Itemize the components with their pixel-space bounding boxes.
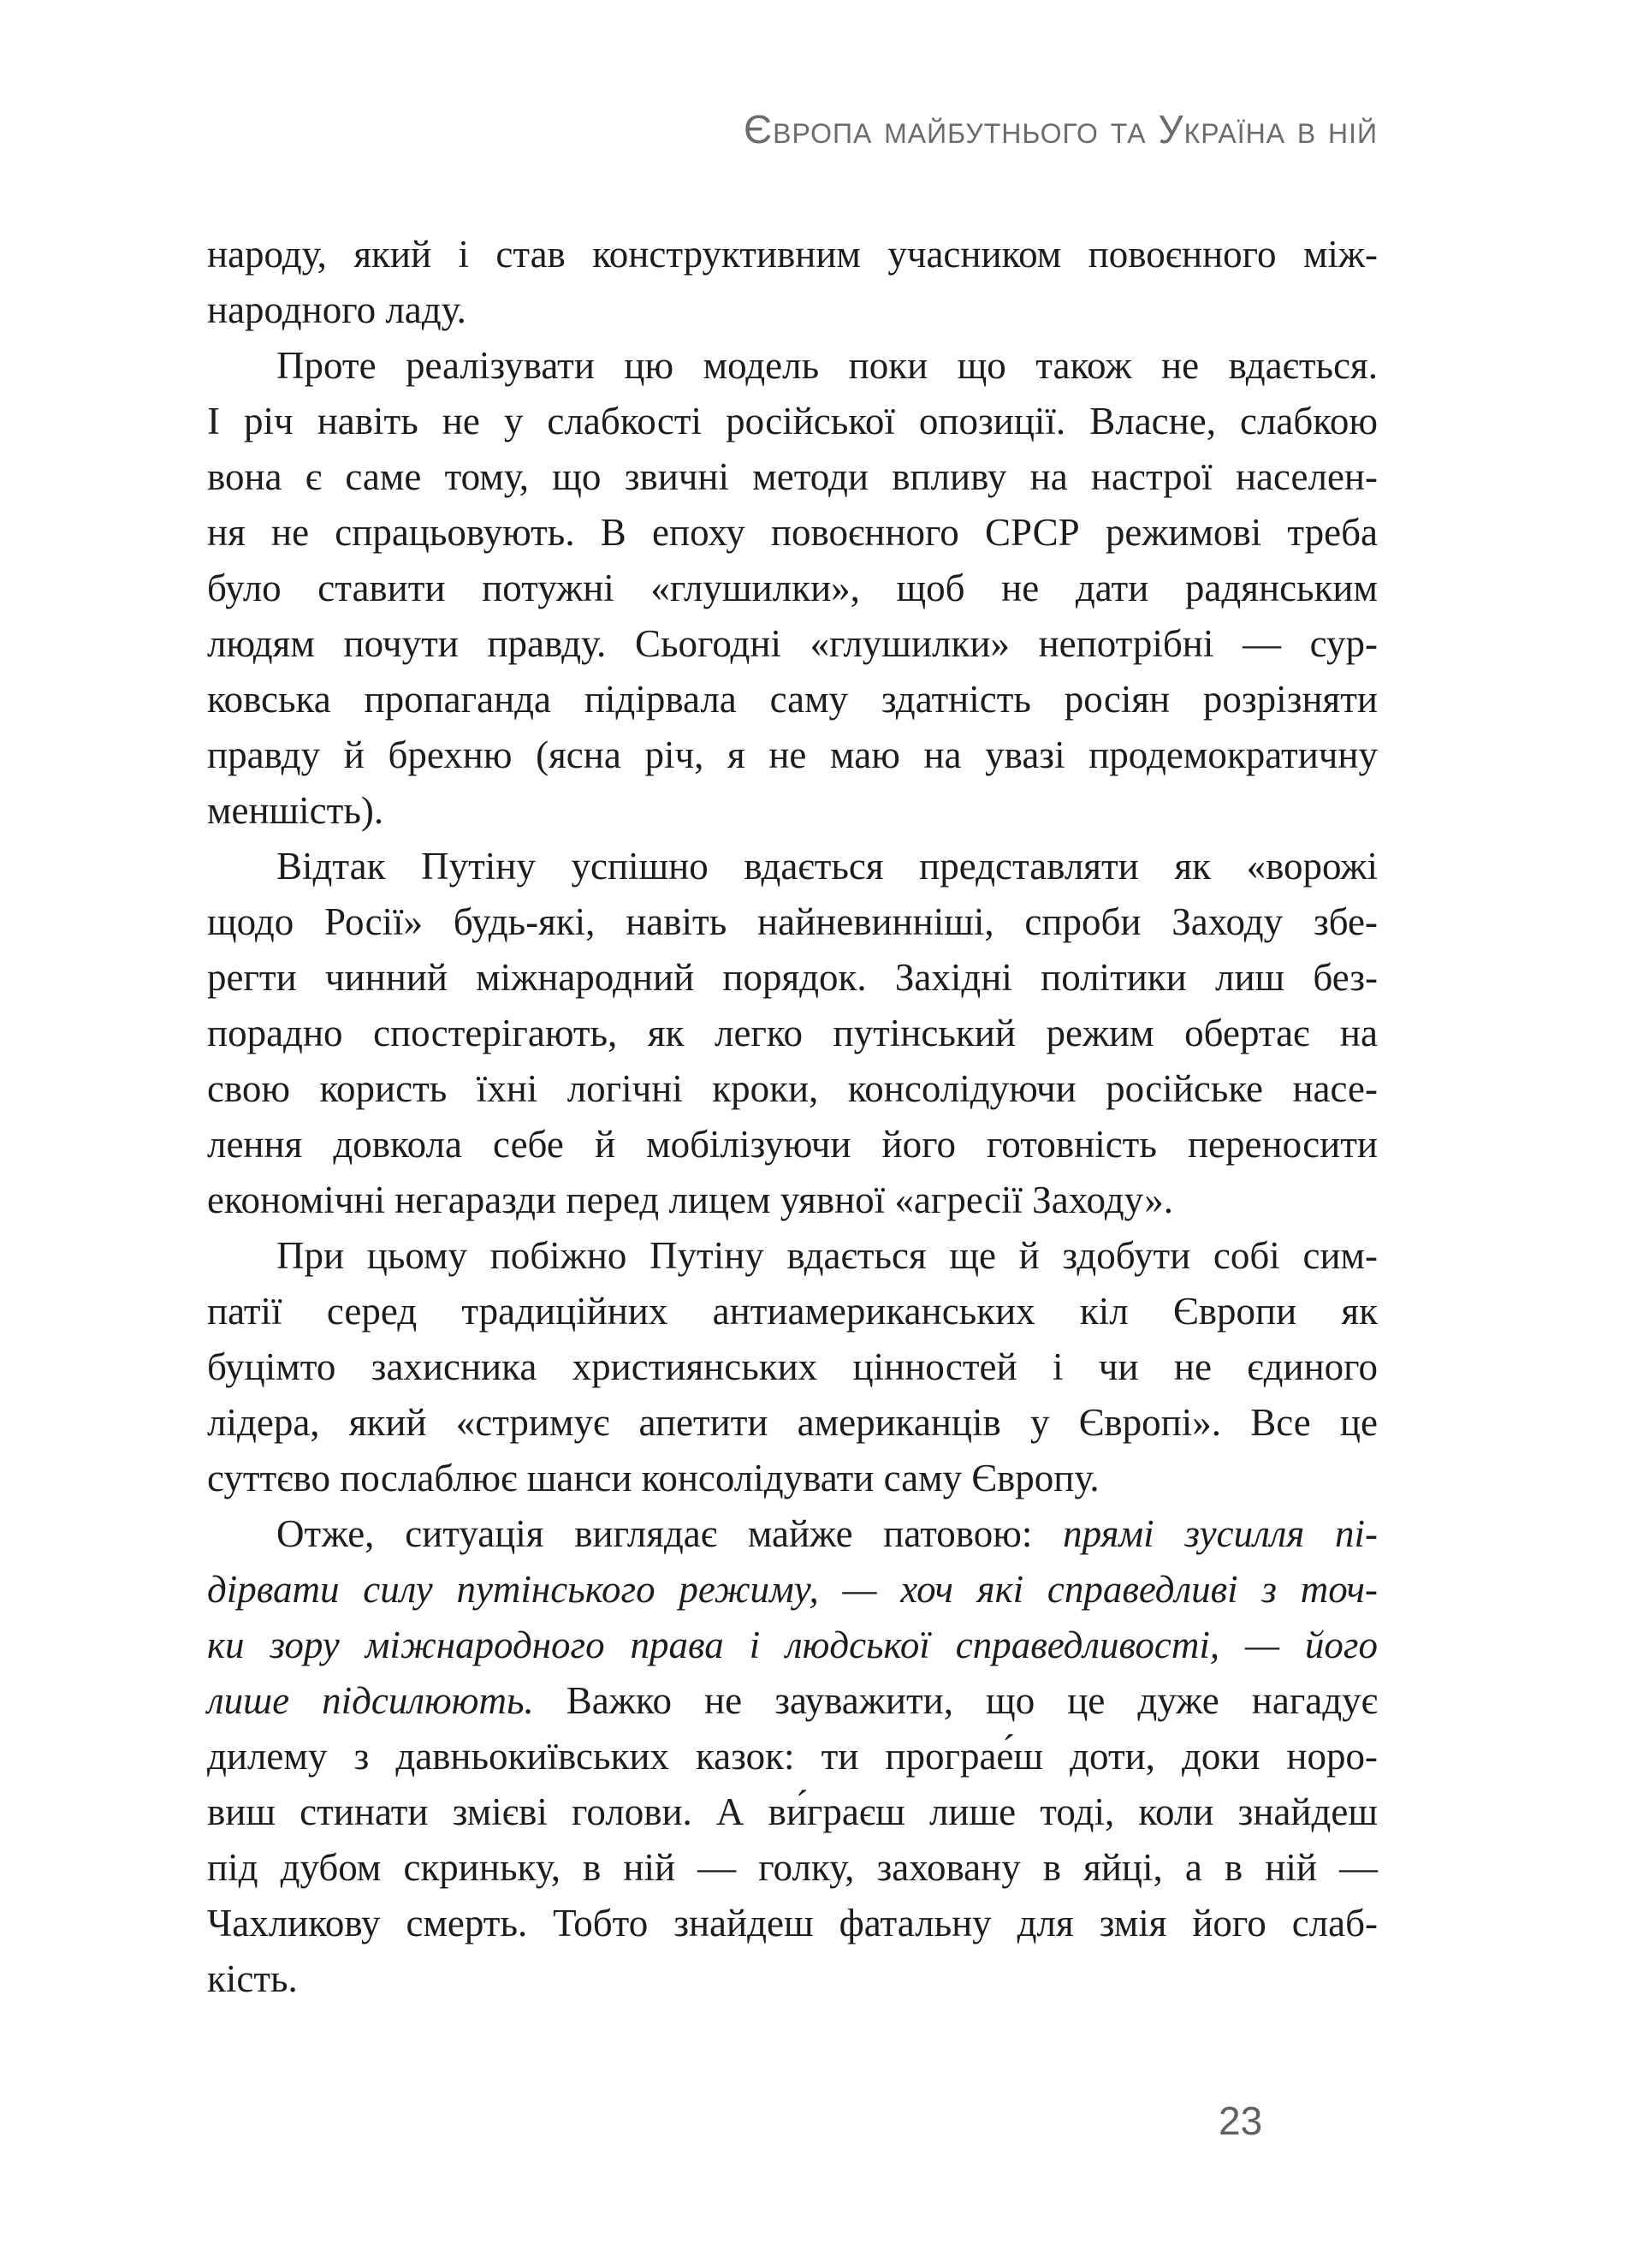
text-run: Відтак Путіну успішно вдається представляти як «ворожі <box>276 845 1378 888</box>
text-line <box>207 1451 1378 1506</box>
text-run: народного ладу. <box>207 288 466 331</box>
page-number: 23 <box>1219 2099 1263 2143</box>
body-text <box>207 227 1378 2007</box>
text-line <box>207 1339 1378 1395</box>
text-run: вона є саме тому, що звичні методи впливу на настрої населен- <box>207 455 1378 498</box>
text-run: свою користь їхні логічні кроки, консолідуючи російське насе- <box>207 1067 1378 1110</box>
text-line <box>207 505 1378 561</box>
text-run: дилему з давньокиївських казок: ти програе́ш доти, доки норо- <box>207 1735 1378 1778</box>
text-run: ковська пропаганда підірвала саму здатність росіян розрізняти <box>207 678 1378 721</box>
text-run: порадно спостерігають, як легко путінський режим обертає на <box>207 1012 1378 1054</box>
text-run: правду й брехню (ясна річ, я не маю на увазі продемократичну <box>207 733 1378 776</box>
text-line <box>207 1896 1378 1951</box>
text-line <box>207 1729 1378 1784</box>
text-run: буцімто захисника християнських цінностей і чи не єдиного <box>207 1345 1378 1388</box>
text-run: Проте реалізувати цю модель поки що також не вдається. <box>276 344 1378 387</box>
text-line <box>207 672 1378 727</box>
text-run: людям почути правду. Сьогодні «глушилки» непотрібні — сур- <box>207 622 1378 665</box>
text-run: кість. <box>207 1957 298 2000</box>
text-run: лише підсилюють. <box>207 1679 534 1722</box>
text-run: лідера, який «стримує апетити американців у Європі». Все це <box>207 1401 1378 1444</box>
text-line <box>207 561 1378 616</box>
text-line <box>207 449 1378 505</box>
text-line <box>207 1395 1378 1451</box>
text-line <box>207 950 1378 1006</box>
text-line <box>207 616 1378 672</box>
text-line <box>207 1117 1378 1173</box>
text-run: При цьому побіжно Путіну вдається ще й здобути собі сим- <box>276 1234 1378 1277</box>
text-line <box>207 1784 1378 1840</box>
text-line <box>207 1228 1378 1284</box>
text-run: Отже, ситуація виглядає майже патовою: <box>276 1512 1064 1555</box>
text-line <box>207 338 1378 394</box>
text-line <box>207 839 1378 894</box>
text-run: народу, який і став конструктивним учасником повоєнного між- <box>207 233 1378 276</box>
text-run: було ставити потужні «глушилки», щоб не дати радянським <box>207 567 1378 609</box>
text-run: ки зору міжнародного права і людської справедливості, — його <box>207 1624 1378 1666</box>
text-line <box>207 1673 1378 1729</box>
text-line <box>207 227 1378 282</box>
text-run: під дубом скриньку, в ній — голку, заховану в яйці, а в ній — <box>207 1846 1378 1889</box>
text-run: ня не спрацьовують. В епоху повоєнного СРСР режимові треба <box>207 511 1378 554</box>
running-head: Європа майбутнього та Україна в ній <box>744 107 1378 151</box>
text-run: меншість). <box>207 789 384 832</box>
text-line <box>207 1173 1378 1228</box>
text-line <box>207 1506 1378 1562</box>
text-line <box>207 1951 1378 2007</box>
text-line <box>207 1284 1378 1339</box>
text-line <box>207 783 1378 839</box>
text-line <box>207 727 1378 783</box>
text-line <box>207 394 1378 449</box>
text-line <box>207 1061 1378 1117</box>
text-run: регти чинний міжнародний порядок. Західні політики лиш без- <box>207 956 1378 999</box>
text-line <box>207 1006 1378 1061</box>
text-run: І річ навіть не у слабкості російської опозиції. Власне, слабкою <box>207 400 1378 442</box>
text-run: патії серед традиційних антиамериканських кіл Європи як <box>207 1290 1378 1333</box>
text-run: суттєво послаблює шанси консолідувати саму Європу. <box>207 1457 1100 1499</box>
text-run: Чахликову смерть. Тобто знайдеш фатальну для змія його слаб- <box>207 1902 1378 1944</box>
text-run: лення довкола себе й мобілізуючи його готовність переносити <box>207 1123 1378 1166</box>
text-line <box>207 282 1378 338</box>
text-line <box>207 1618 1378 1673</box>
text-run: щодо Росії» будь-які, навіть найневинніші, спроби Заходу збе- <box>207 900 1378 943</box>
text-run: виш стинати змієві голови. А ви́граєш лише тоді, коли знайдеш <box>207 1790 1378 1833</box>
text-line <box>207 1562 1378 1618</box>
text-line <box>207 1840 1378 1896</box>
text-run: Важко не зауважити, що це дуже нагадує <box>533 1679 1378 1722</box>
text-run: економічні негаразди перед лицем уявної «агресії Заходу». <box>207 1179 1173 1221</box>
text-line <box>207 894 1378 950</box>
text-run: прямі зусилля пі- <box>1063 1512 1379 1555</box>
text-run: дірвати силу путінського режиму, — хоч які справедливі з точ- <box>207 1568 1378 1611</box>
